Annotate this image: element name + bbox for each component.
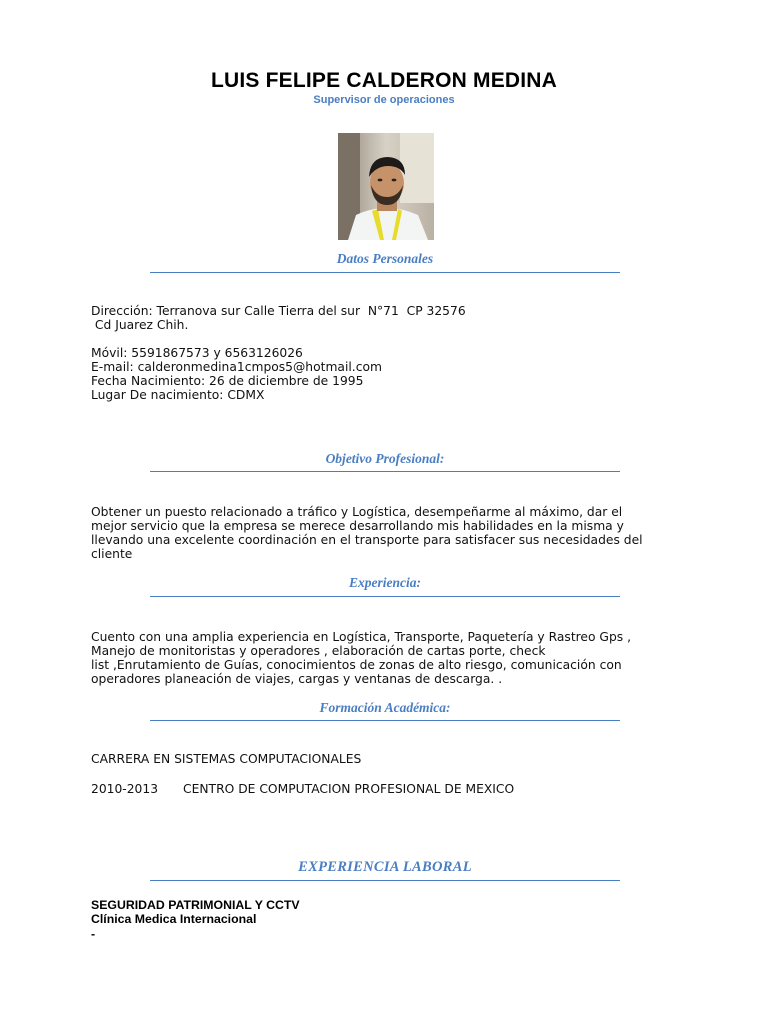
section-title-objective: Objetivo Profesional: xyxy=(325,451,445,466)
experience-line: Manejo de monitoristas y operadores , elaboración de cartas porte, check xyxy=(91,644,546,658)
section-title-experience: Experiencia: xyxy=(349,575,421,590)
education-period: 2010-2013 xyxy=(91,782,159,796)
experience-line: operadores planeación de viajes, cargas y ventanas de descarga. . xyxy=(91,672,503,686)
email: E-mail: calderonmedina1cmpos5@hotmail.com xyxy=(91,360,382,374)
objective-line: llevando una excelente coordinación en el transporte para satisfacer sus necesidades del xyxy=(91,533,643,547)
address-line-1: Dirección: Terranova sur Calle Tierra del sur N°71 CP 32576 xyxy=(91,304,466,318)
objective-line: cliente xyxy=(91,547,133,561)
experience-line: Cuento con una amplia experiencia en Logística, Transporte, Paquetería y Rastreo Gps , xyxy=(91,630,631,644)
work-position: SEGURIDAD PATRIMONIAL Y CCTV xyxy=(91,898,300,912)
profile-photo xyxy=(338,133,434,240)
candidate-role: Supervisor de operaciones xyxy=(313,94,455,106)
objective-line: Obtener un puesto relacionado a tráfico y Logística, desempeñarme al máximo, dar el xyxy=(91,505,623,519)
profile-photo-icon xyxy=(338,133,434,240)
mobile: Móvil: 5591867573 y 6563126026 xyxy=(91,346,303,360)
section-title-work: EXPERIENCIA LABORAL xyxy=(298,859,472,875)
candidate-name: LUIS FELIPE CALDERON MEDINA xyxy=(210,69,558,92)
address-line-2: Cd Juarez Chih. xyxy=(91,318,189,332)
section-divider xyxy=(150,596,620,597)
section-title-personal: Datos Personales xyxy=(336,251,434,266)
work-dash: - xyxy=(91,927,96,941)
birth-place: Lugar De nacimiento: CDMX xyxy=(91,388,265,402)
section-divider xyxy=(150,880,620,881)
birth-date: Fecha Nacimiento: 26 de diciembre de 1995 xyxy=(91,374,364,388)
section-divider xyxy=(150,272,620,273)
experience-line: list ,Enrutamiento de Guías, conocimientos de zonas de alto riesgo, comunicación con xyxy=(91,658,622,672)
section-divider xyxy=(150,471,620,472)
education-institution: CENTRO DE COMPUTACION PROFESIONAL DE MEXICO xyxy=(183,782,515,796)
section-divider xyxy=(150,720,620,721)
education-career: CARRERA EN SISTEMAS COMPUTACIONALES xyxy=(91,752,362,766)
objective-line: mejor servicio que la empresa se merece desarrollando mis habilidades en la misma y xyxy=(91,519,624,533)
work-company: Clínica Medica Internacional xyxy=(91,912,257,926)
section-title-education: Formación Académica: xyxy=(319,700,451,715)
